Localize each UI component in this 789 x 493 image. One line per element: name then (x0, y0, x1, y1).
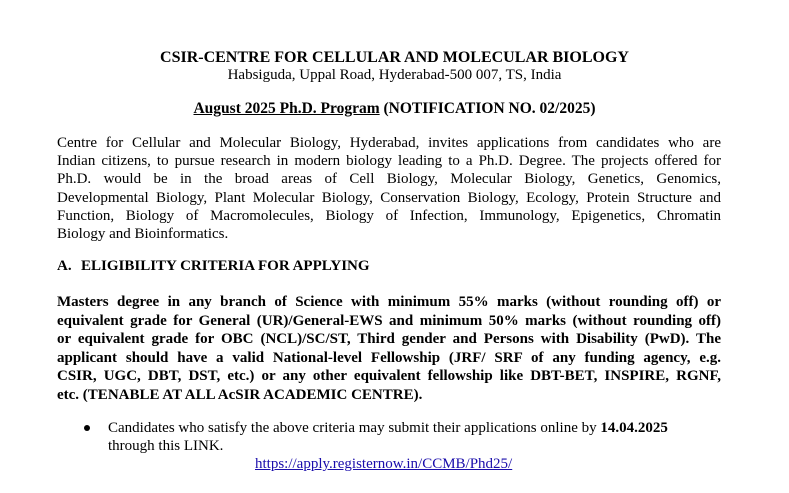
intro-line: Ph.D. would be in the broad areas of Cell Biology, Molecular Biology, Genetics, Genomics, (57, 171, 721, 188)
criteria-line: etc. (TENABLE AT ALL AcSIR ACADEMIC CENTRE). (57, 386, 423, 403)
org-title: CSIR-CENTRE FOR CELLULAR AND MOLECULAR BIOLOGY (160, 49, 629, 66)
org-address: Habsiguda, Uppal Road, Hyderabad-500 007, TS, India (227, 67, 562, 83)
criteria-line: equivalent grade for General (UR)/General-EWS and minimum 50% marks (without rounding off) (57, 312, 721, 329)
intro-line: Indian citizens, to pursue research in modern biology leading to a Ph.D. Degree. The projects offered for (57, 153, 721, 170)
criteria-line: CSIR, UGC, DBT, DST, etc.) or any other equivalent fellowship like DBT-BET, INSPIRE, RGNF, (57, 368, 721, 385)
notification-number: (NOTIFICATION NO. 02/2025) (379, 100, 596, 117)
criteria-line: or equivalent grade for OBC (NCL)/SC/ST, Third gender and Persons with Disability (PwD). The (57, 331, 721, 348)
intro-line: Developmental Biology, Plant Molecular Biology, Conservation Biology, Ecology, Protein Structure and (57, 189, 721, 206)
intro-line: Function, Biology of Macromolecules, Biology of Infection, Immunology, Epigenetics, Chromatin (57, 207, 721, 224)
intro-line: Centre for Cellular and Molecular Biology, Hyderabad, invites applications from candidates who are (57, 135, 721, 151)
section-letter: A. (57, 258, 72, 274)
section-title: ELIGIBILITY CRITERIA FOR APPLYING (81, 258, 370, 274)
criteria-line: applicant should have a valid National-level Fellowship (JRF/ SRF of any funding agency, e.g. (57, 349, 721, 366)
bullet-text-line2: through this LINK. (108, 438, 224, 454)
bullet-text (108, 419, 668, 455)
apply-link[interactable]: https://apply.registernow.in/CCMB/Phd25/ (255, 456, 513, 472)
eligibility-criteria (57, 293, 721, 405)
intro-line: Biology and Bioinformatics. (57, 226, 229, 243)
program-heading (0, 99, 789, 118)
deadline-date: 14.04.2025 (600, 420, 668, 436)
program-name: August 2025 Ph.D. Program (193, 100, 380, 117)
eligibility-heading (57, 257, 370, 275)
criteria-line: Masters degree in any branch of Science with minimum 55% marks (without rounding off) or (57, 294, 721, 310)
bullet-text-start: Candidates who satisfy the above criteria may submit their applications online by (108, 420, 601, 436)
intro-paragraph (57, 134, 721, 243)
bullet-icon (84, 425, 90, 431)
